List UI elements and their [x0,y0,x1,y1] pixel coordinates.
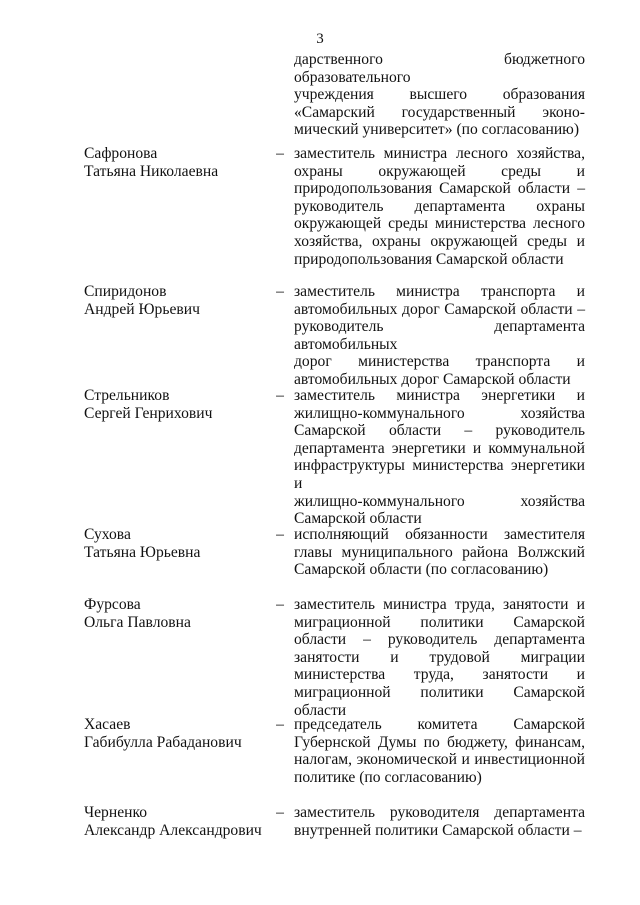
member-given-names: Татьяна Николаевна [84,162,219,180]
separator-dash: – [276,145,284,162]
position-line: природопользования Самарской области [294,250,564,268]
position-line: хозяйства, охраны окружающей среды и [294,232,585,250]
member-given-names: Сергей Генрихович [84,404,213,422]
member-name [84,596,274,631]
position-line: заместитель министра энергетики и [294,387,585,404]
member-position [294,283,585,389]
position-line: охраны окружающей среды и [294,162,585,180]
member-name [84,526,274,561]
position-line: заместитель министра транспорта и [294,283,585,300]
position-line: окружающей среды министерства лесного [294,215,585,233]
member-name [84,387,274,422]
position-line: налогам, экономической и инвестиционной [294,751,585,769]
position-line: Самарской области (по согласованию) [294,561,549,579]
position-line: миграционной политики Самарской области [294,683,585,719]
member-name [84,716,274,751]
position-line: природопользования Самарской области – [294,180,585,198]
position-line: жилищно-коммунального хозяйства [294,492,585,510]
position-line: заместитель министра лесного хозяйства, [294,145,585,162]
position-line: главы муниципального района Волжский [294,543,585,561]
position-line: дорог министерства транспорта и [294,353,585,371]
position-line: области – руководитель департамента [294,631,585,649]
member-surname: Сафронова [84,145,158,162]
position-line: министерства труда, занятости и [294,666,585,684]
member-surname: Черненко [84,804,148,821]
member-surname: Хасаев [84,716,131,733]
separator-dash: – [276,596,284,613]
position-line: миграционной политики Самарской [294,613,585,631]
member-surname: Стрельников [84,387,170,404]
member-position [294,387,585,528]
position-line: исполняющий обязанности заместителя [294,526,585,543]
member-position [294,596,585,719]
member-given-names: Александр Александрович [84,821,262,839]
position-line: заместитель руководителя департамента [294,804,585,821]
member-surname: Сухова [84,526,131,543]
position-line: жилищно-коммунального хозяйства [294,404,585,422]
separator-dash: – [276,716,284,733]
separator-dash: – [276,283,284,300]
position-line: руководитель департамента автомобильных [294,318,585,353]
member-surname: Спиридонов [84,283,167,300]
separator-dash: – [276,387,284,404]
member-position [294,716,585,786]
position-line: автомобильных дорог Самарской области – [294,300,585,318]
position-line: дарственного бюджетного образовательного [294,51,585,86]
position-line: председатель комитета Самарской [294,716,585,733]
position-line: автомобильных дорог Самарской области [294,370,571,388]
member-position [294,804,585,839]
member-name [84,283,274,318]
position-line: политике (по согласованию) [294,768,482,786]
position-line: инфраструктуры министерства энергетики и [294,457,585,492]
member-given-names: Татьяна Юрьевна [84,543,201,561]
member-given-names: Андрей Юрьевич [84,300,200,318]
position-line: занятости и трудовой миграции [294,648,585,666]
separator-dash: – [276,804,284,821]
position-line: учреждения высшего образования [294,86,585,104]
position-line: Самарской области – руководитель [294,422,585,440]
separator-dash: – [276,526,284,543]
member-name [84,145,274,180]
position-line: руководитель департамента охраны [294,197,585,215]
member-given-names: Габибулла Рабаданович [84,733,242,751]
position-line: «Самарский государственный эконо- [294,103,585,121]
member-position [294,145,585,268]
position-line: внутренней политики Самарской области – [294,821,582,839]
member-position [294,51,585,139]
page-number: 3 [316,31,324,47]
member-name [84,804,274,839]
position-line: Губернской Думы по бюджету, финансам, [294,733,585,751]
position-line: департамента энергетики и коммунальной [294,439,585,457]
member-surname: Фурсова [84,596,141,613]
position-line: Самарской области [294,510,422,528]
member-position [294,526,585,579]
position-line: заместитель министра труда, занятости и [294,596,585,613]
member-given-names: Ольга Павловна [84,613,191,631]
position-line: мический университет» (по согласованию) [294,121,580,139]
